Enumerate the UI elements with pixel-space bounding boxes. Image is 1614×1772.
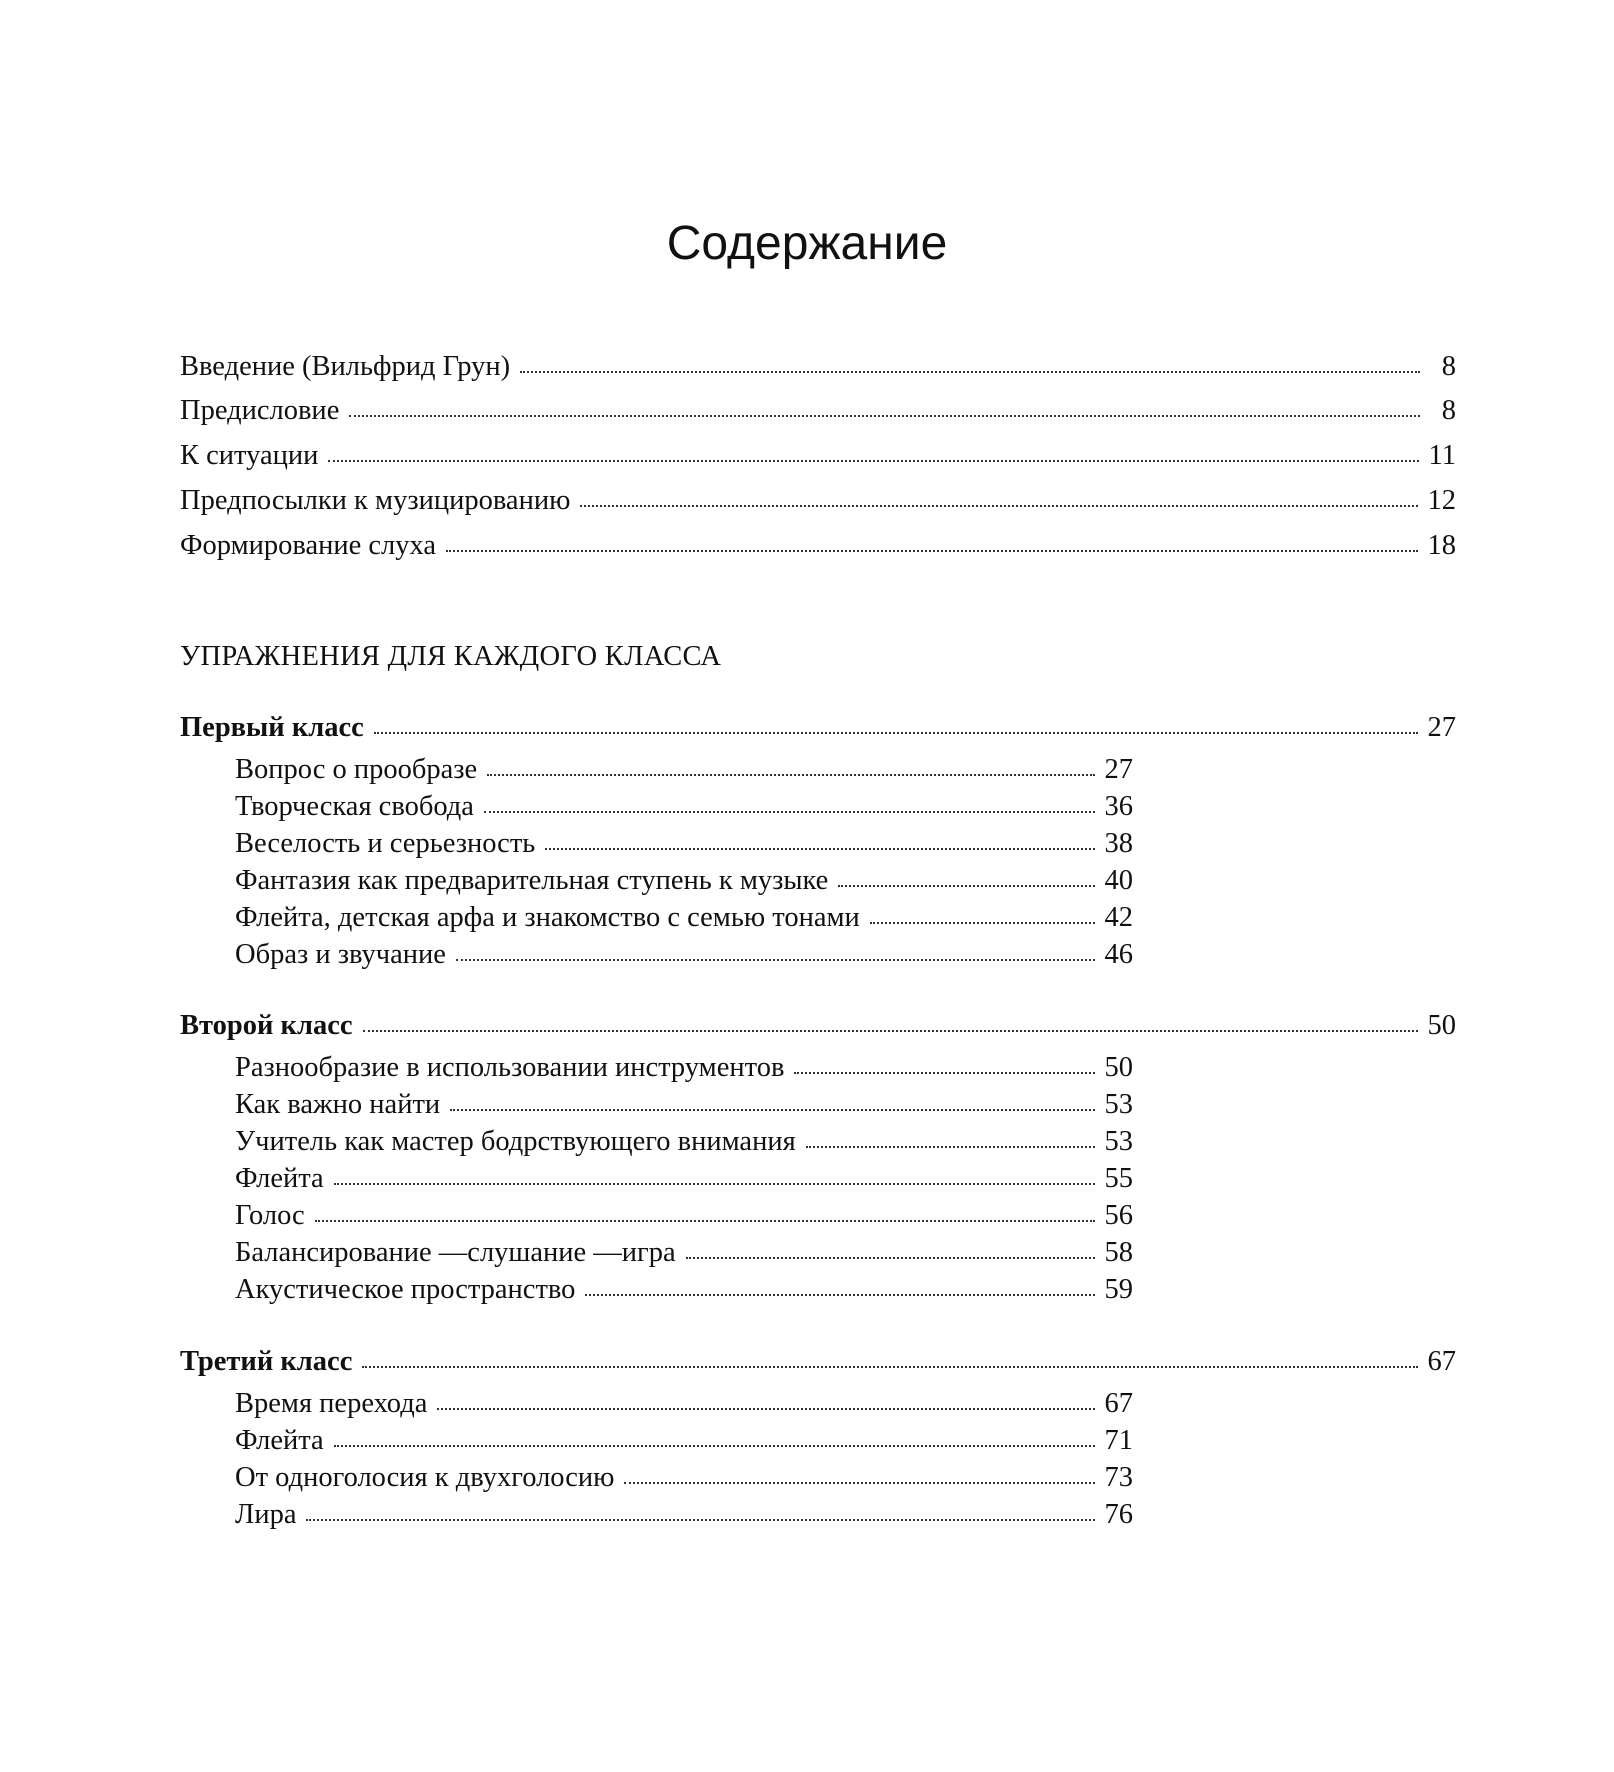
dot-leader [306,1503,1094,1523]
toc-entry-label: Третий класс [180,1346,353,1377]
toc-subentry[interactable] [235,1124,1133,1160]
dot-leader [624,1466,1094,1486]
dot-leader [349,399,1420,419]
toc-entry-introduction[interactable] [180,349,1456,385]
toc-entry-page: 50 [1427,1010,1456,1041]
dot-leader [374,716,1418,736]
toc-entry-label: Первый класс [180,712,364,743]
toc-entry-label: Образ и звучание [235,939,446,970]
dot-leader [838,869,1094,889]
toc-entry-label: Предпосылки к музицированию [180,485,571,516]
toc-entry-page: 27 [1104,754,1133,785]
toc-entry-label: К ситуации [180,440,319,471]
toc-entry-label: Балансирование —слушание —игра [235,1237,676,1268]
toc-entry-situation[interactable] [180,438,1456,474]
toc-entry-page: 12 [1427,485,1456,516]
toc-entry-preface[interactable] [180,393,1456,429]
toc-entry-label: От одноголосия к двухголосию [235,1462,615,1493]
dot-leader [363,1014,1418,1034]
toc-entry-page: 76 [1104,1499,1133,1530]
toc-entry-page: 11 [1428,440,1456,471]
toc-entry-label: Веселость и серьезность [235,828,536,859]
toc-entry-label: Время перехода [235,1388,428,1419]
toc-entry-page: 73 [1104,1462,1133,1493]
toc-entry-page: 71 [1104,1425,1133,1456]
toc-subentry[interactable] [235,752,1133,788]
dot-leader [870,906,1095,926]
toc-entry-page: 40 [1104,865,1133,896]
toc-subentry[interactable] [235,1050,1133,1086]
toc-entry-label: Как важно найти [235,1089,441,1120]
toc-entry-label: Второй класс [180,1010,353,1041]
toc-subentry[interactable] [235,789,1133,825]
toc-subentry[interactable] [235,1460,1133,1496]
toc-entry-page: 56 [1104,1200,1133,1231]
toc-subentry[interactable] [235,937,1133,973]
section-heading: УПРАЖНЕНИЯ ДЛЯ КАЖДОГО КЛАССА [180,641,722,672]
toc-entry-page: 8 [1441,395,1456,426]
toc-entry-second-class[interactable] [180,1008,1456,1044]
toc-entry-page: 36 [1104,791,1133,822]
toc-subentry[interactable] [235,1161,1133,1197]
toc-subentry[interactable] [235,863,1133,899]
toc-entry-label: Вопрос о прообразе [235,754,478,785]
dot-leader [806,1130,1095,1150]
toc-entry-label: Предисловие [180,395,340,426]
toc-entry-page: 42 [1104,902,1133,933]
toc-entry-label: Творческая свобода [235,791,474,822]
toc-entry-label: Флейта, детская арфа и знакомство с семью тонами [235,902,860,933]
toc-entry-page: 8 [1441,351,1456,382]
dot-leader [484,795,1095,815]
toc-entry-page: 55 [1104,1163,1133,1194]
toc-entry-prerequisites[interactable] [180,483,1456,519]
toc-entry-label: Разнообразие в использовании инструментов [235,1052,785,1083]
toc-entry-page: 67 [1427,1346,1456,1377]
toc-subentry[interactable] [235,1497,1133,1533]
toc-entry-page: 46 [1104,939,1133,970]
page-title: Содержание [666,217,948,270]
toc-subentry[interactable] [235,1087,1133,1123]
toc-subentry[interactable] [235,1386,1133,1422]
dot-leader [585,1278,1094,1298]
dot-leader [328,444,1418,464]
dot-leader [334,1167,1095,1187]
dot-leader [450,1093,1094,1113]
toc-subentry[interactable] [235,1198,1133,1234]
toc-entry-first-class[interactable] [180,710,1456,746]
toc-entry-page: 38 [1104,828,1133,859]
dot-leader [315,1204,1095,1224]
toc-entry-page: 50 [1104,1052,1133,1083]
dot-leader [362,1350,1417,1370]
toc-entry-page: 59 [1104,1274,1133,1305]
toc-entry-label: Флейта [235,1163,324,1194]
toc-entry-page: 67 [1104,1388,1133,1419]
toc-entry-page: 18 [1427,530,1456,561]
toc-entry-page: 53 [1104,1089,1133,1120]
toc-entry-label: Голос [235,1200,305,1231]
toc-entry-hearing[interactable] [180,528,1456,564]
dot-leader [334,1429,1095,1449]
dot-leader [456,943,1095,963]
toc-entry-label: Фантазия как предварительная ступень к музыке [235,865,829,896]
toc-subentry[interactable] [235,1423,1133,1459]
toc-subentry[interactable] [235,1235,1133,1271]
toc-entry-label: Формирование слуха [180,530,437,561]
dot-leader [520,355,1420,375]
dot-leader [487,758,1094,778]
toc-entry-page: 27 [1427,712,1456,743]
toc-entry-third-class[interactable] [180,1344,1456,1380]
toc-entry-label: Флейта [235,1425,324,1456]
toc-subentry[interactable] [235,826,1133,862]
toc-subentry[interactable] [235,1272,1133,1308]
toc-entry-label: Учитель как мастер бодрствующего внимания [235,1126,796,1157]
dot-leader [437,1392,1094,1412]
toc-entry-page: 58 [1104,1237,1133,1268]
toc-entry-label: Акустическое пространство [235,1274,576,1305]
dot-leader [794,1056,1094,1076]
toc-entry-label: Введение (Вильфрид Грун) [180,351,511,382]
toc-entry-label: Лира [235,1499,297,1530]
toc-entry-page: 53 [1104,1126,1133,1157]
toc-subentry[interactable] [235,900,1133,936]
dot-leader [580,489,1417,509]
dot-leader [686,1241,1095,1261]
dot-leader [446,534,1417,554]
dot-leader [545,832,1094,852]
